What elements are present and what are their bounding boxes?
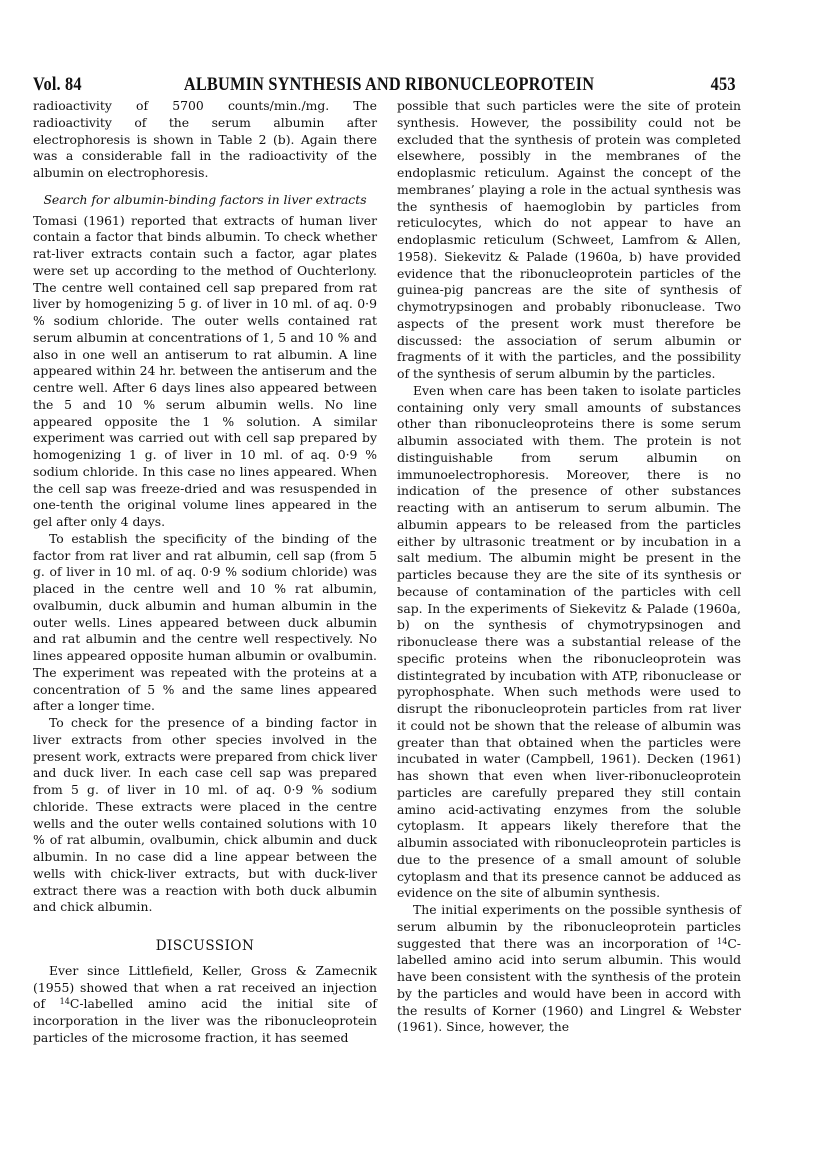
- paragraph: Even when care has been taken to isolate particles containing only very small amounts of substances other than ribonucleoproteins there is some serum albumin associated with them. The protein is not distinguishable from serum albumin on immunoelectrophoresis. Moreover, there is no indication of the presence of other substances reacting with an antiserum to serum albumin. The albumin appears to be released from the particles either by ultrasonic treatment or by incubation in a salt medium. The albumin might be present in the particles because they are the site of its synthesis or because of contamination of the particles with cell sap. In the experiments of Siekevitz & Palade (1960a, b) on the synthesis of chymotrypsinogen and ribonuclease there was a substantial release of the specific proteins when the ribonucleoprotein was distintegrated by incubation with ATP, ribonuclease or pyrophosphate. When such methods were used to disrupt the ribonucleoprotein particles from rat liver it could not be shown that the release of albumin was greater than that obtained when the particles were incubated in water (Campbell, 1961). Decken (1961) has shown that even when liver-ribonucleoprotein particles are carefully prepared they still contain amino acid-activating enzymes from the soluble cytoplasm. It appears likely therefore that the albumin associated with ribonucleoprotein particles is due to the presence of a small amount of soluble cytoplasm and that its presence cannot be adduced as evidence on the site of albumin synthesis.: [397, 382, 741, 901]
- text-run: C-labelled amino acid the initial site of incorporation in the liver was the ribonucleoprotein particles of the microsome fraction, it has seemed: [33, 996, 377, 1045]
- right-column: [397, 98, 741, 1036]
- left-column: [33, 98, 377, 1047]
- page-number: 453: [710, 74, 736, 95]
- paragraph: radioactivity of 5700 counts/min./mg. The radioactivity of the serum albumin after electrophoresis is shown in Table 2 (b). Again there was a considerable fall in the radioactivity of the albumin on electrophoresis.: [33, 98, 377, 180]
- paragraph: possible that such particles were the site of protein synthesis. However, the possibility could not be excluded that the synthesis of protein was completed elsewhere, possibly in the membranes of the endoplasmic reticulum. Against the concept of the membranes’ playing a role in the actual synthesis was the synthesis of haemoglobin by particles from reticulocytes, which do not appear to have an endoplasmic reticulum (Schweet, Lamfrom & Allen, 1958). Siekevitz & Palade (1960a, b) have provided evidence that the ribonucleoprotein particles of the guinea-pig pancreas are the site of synthesis of chymotrypsinogen and probably ribonuclease. Two aspects of the present work must therefore be discussed: the association of serum albumin or fragments of it with the particles, and the possibility of the synthesis of serum albumin by the particles.: [397, 98, 741, 381]
- paragraph: To check for the presence of a binding factor in liver extracts from other species involved in the present work, extracts were prepared from chick liver and duck liver. In each case cell sap was prepared from 5 g. of liver in 10 ml. of aq. 0·9 % sodium chloride. These extracts were placed in the centre wells and the outer wells contained solutions with 10 % of rat albumin, ovalbumin, chick albumin and duck albumin. In no case did a line appear between the wells with chick-liver extracts, but with duck-liver extract there was a reaction with both duck albumin and chick albumin.: [33, 715, 377, 915]
- text-run: Ever since Littlefield, Keller, Gross & Zamecnik (1955) showed that when a rat received an injection of: [33, 962, 377, 1012]
- running-header: [33, 74, 736, 98]
- superscript: 14: [717, 936, 728, 946]
- volume-label: Vol. 84: [33, 74, 82, 95]
- running-title: ALBUMIN SYNTHESIS AND RIBONUCLEOPROTEIN: [183, 74, 595, 95]
- paragraph: To establish the specificity of the binding of the factor from rat liver and rat albumin, cell sap (from 5 g. of liver in 10 ml. of aq. 0·9 % sodium chloride) was placed in the centre well and 10 % rat albumin, ovalbumin, duck albumin and human albumin in the outer wells. Lines appeared between duck albumin and rat albumin and the centre well respectively. No lines appeared opposite human albumin or ovalbumin. The experiment was repeated with the proteins at a concentration of 5 % and the same lines appeared after a longer time.: [33, 530, 377, 714]
- paragraph: [33, 963, 377, 1047]
- paragraph: Tomasi (1961) reported that extracts of human liver contain a factor that binds albumin. To check whether rat-liver extracts contain such a factor, agar plates were set up according to the method of Ouchterlony. The centre well contained cell sap prepared from rat liver by homogenizing 5 g. of liver in 10 ml. of aq. 0·9 % sodium chloride. The outer wells contained rat serum albumin at concentrations of 1, 5 and 10 % and also in one well an antiserum to rat albumin. A line appeared within 24 hr. between the antiserum and the centre well. After 6 days lines also appeared between the 5 and 10 % serum albumin wells. No line appeared opposite the 1 % solution. A similar experiment was carried out with cell sap prepared by homogenizing 1 g. of liver in 10 ml. of aq. 0·9 % sodium chloride. In this case no lines appeared. When the cell sap was freeze-dried and was resuspended in one-tenth the original volume lines appeared in the gel after only 4 days.: [33, 212, 377, 529]
- subsection-heading: Search for albumin-binding factors in liver extracts: [43, 191, 367, 207]
- text-run: C-labelled amino acid into serum albumin. This would have been consistent with the synthesis of the protein by the particles and would have been in accord with the results of Korner (1960) and Lingrel & Webster (1961). Since, however, the: [397, 935, 741, 1035]
- paragraph: [397, 902, 741, 1036]
- section-heading: DISCUSSION: [155, 938, 255, 954]
- superscript: 14: [59, 997, 70, 1007]
- text-run: The initial experiments on the possible synthesis of serum albumin by the ribonucleoprotein particles suggested that there was an incorporation of: [397, 902, 741, 951]
